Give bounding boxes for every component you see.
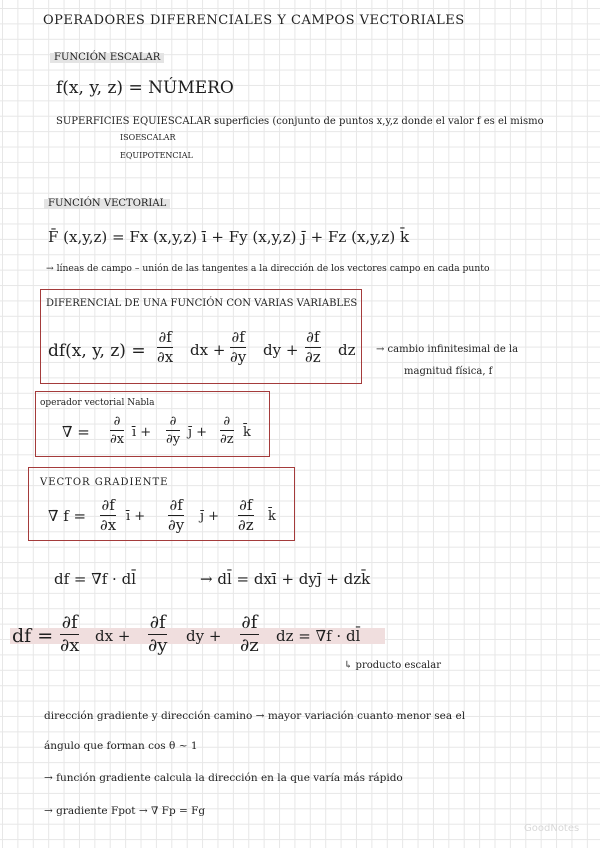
frac-numerator: ∂f <box>231 328 245 346</box>
df-dot-relation: df = ∇̄f · dl̄ <box>54 570 136 588</box>
big-tail-y: dy + <box>186 627 222 645</box>
dl-relation: → dl̄ = dxī + dyj̄ + dzk̄ <box>200 570 371 588</box>
differential-lhs: df(x, y, z) = <box>48 341 146 361</box>
frac-denominator: ∂y <box>148 635 168 656</box>
scalar-formula: f(x, y, z) = NÚMERO <box>56 78 234 98</box>
field-lines-note: → líneas de campo – unión de las tangentes a la dirección de los vectores campo en cada punto <box>46 263 490 274</box>
frac-numerator: ∂f <box>61 612 78 633</box>
equipotencial-label: EQUIPOTENCIAL <box>120 151 193 160</box>
frac-numerator: ∂f <box>149 612 166 633</box>
gradient-term-z <box>238 498 254 533</box>
differential-term-x <box>157 330 173 365</box>
nabla-lhs: ∇̄ = <box>62 423 90 441</box>
frac-denominator: ∂z <box>305 348 321 366</box>
big-eq-lhs: df = <box>12 625 54 647</box>
frac-numerator: ∂f <box>306 328 320 346</box>
differential-tail-y: dy + <box>263 341 299 359</box>
frac-denominator: ∂x <box>157 348 174 366</box>
big-tail-z: dz = ∇̄f · dl̄ <box>276 627 361 645</box>
frac-numerator: ∂ <box>169 414 177 429</box>
differential-heading: DIFERENCIAL DE UNA FUNCIÓN CON VARIAS VARIABLES <box>46 298 358 309</box>
gradient-tail-x: ī + <box>126 509 146 524</box>
frac-numerator: ∂f <box>158 328 172 346</box>
frac-denominator: ∂z <box>240 635 259 656</box>
gradient-term-x <box>100 498 116 533</box>
frac-numerator: ∂ <box>113 414 121 429</box>
nabla-heading: operador vectorial Nabla <box>40 398 155 408</box>
surfaces-label: SUPERFICIES EQUIESCALAR : <box>56 116 218 127</box>
gradient-lhs: ∇̄ f = <box>48 507 87 525</box>
frac-denominator: ∂y <box>166 432 181 447</box>
nabla-term-z <box>220 415 234 446</box>
frac-denominator: ∂y <box>168 516 185 534</box>
page-title: OPERADORES DIFERENCIALES Y CAMPOS VECTORIALES <box>43 13 465 28</box>
nabla-tail-y: j̄ + <box>188 425 208 440</box>
big-term-y <box>148 614 167 655</box>
note-line-2: ángulo que forman cos θ ~ 1 <box>44 740 198 752</box>
frac-numerator: ∂ <box>223 414 231 429</box>
gradient-heading: VECTOR GRADIENTE <box>40 477 169 488</box>
vector-formula: F̄ (x,y,z) = Fx (x,y,z) ī + Fy (x,y,z) j̄ + Fz (x,y,z) k̄ <box>48 228 410 246</box>
scalar-product-note: ↳ producto escalar <box>344 660 441 671</box>
gradient-tail-z: k̄ <box>268 509 276 524</box>
nabla-tail-x: ī + <box>132 425 152 440</box>
frac-denominator: ∂z <box>220 432 234 447</box>
differential-term-y <box>230 330 246 365</box>
gradient-tail-y: j̄ + <box>200 509 220 524</box>
frac-numerator: ∂f <box>169 496 183 514</box>
note-line-1: dirección gradiente y dirección camino → mayor variación cuanto menor sea el <box>44 710 466 722</box>
frac-denominator: ∂x <box>60 635 80 656</box>
frac-denominator: ∂y <box>230 348 247 366</box>
frac-denominator: ∂z <box>238 516 254 534</box>
big-term-z <box>240 614 259 655</box>
differential-term-z <box>305 330 321 365</box>
nabla-term-y <box>166 415 180 446</box>
note-line-3: → función gradiente calcula la dirección en la que varía más rápido <box>44 772 403 784</box>
scalar-heading: FUNCIÓN ESCALAR <box>50 53 164 63</box>
vector-heading: FUNCIÓN VECTORIAL <box>44 199 170 209</box>
note-line-4: → gradiente Fpot → ∇̄ Fp = Fg <box>44 805 206 817</box>
gradient-term-y <box>168 498 184 533</box>
surfaces-text: superficies (conjunto de puntos x,y,z donde el valor f es el mismo <box>214 116 544 127</box>
frac-denominator: ∂x <box>100 516 117 534</box>
differential-note-1: → cambio infinitesimal de la <box>376 344 519 355</box>
differential-tail-z: dz <box>338 341 356 359</box>
isoescalar-label: ISOESCALAR <box>120 133 176 142</box>
nabla-tail-z: k̄ <box>243 425 251 440</box>
nabla-term-x <box>110 415 124 446</box>
goodnotes-watermark: GoodNotes <box>524 823 580 834</box>
frac-numerator: ∂f <box>101 496 115 514</box>
frac-numerator: ∂f <box>239 496 253 514</box>
differential-tail-x: dx + <box>190 341 226 359</box>
frac-numerator: ∂f <box>241 612 258 633</box>
big-term-x <box>60 614 79 655</box>
big-tail-x: dx + <box>95 627 131 645</box>
frac-denominator: ∂x <box>110 432 125 447</box>
differential-note-2: magnitud física, f <box>404 366 493 377</box>
